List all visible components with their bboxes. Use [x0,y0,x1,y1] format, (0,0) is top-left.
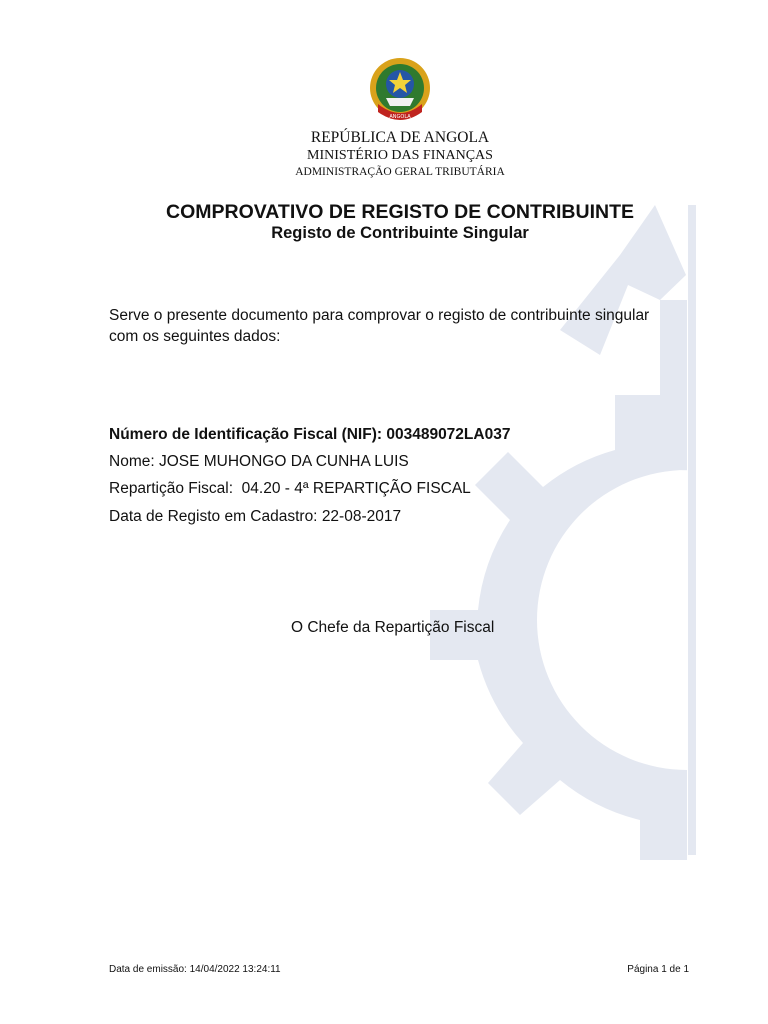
intro-line-1: Serve o presente documento para comprovar o registo de contribuinte singular [109,307,650,324]
office-label: Repartição Fiscal: [109,480,234,497]
issue-date-label: Data de emissão: [109,964,187,975]
name-value: JOSE MUHONGO DA CUNHA LUIS [158,453,409,470]
emblem-label: ANGOLA [389,114,411,120]
country-name: REPÚBLICA DE ANGOLA [310,129,490,146]
issue-date [109,964,281,975]
angola-emblem [364,56,436,128]
intro-paragraph [109,305,709,347]
issue-date-value: 14/04/2022 13:24:11 [189,964,281,975]
nif-row [109,426,510,444]
page-number: Página 1 de 1 [627,964,689,975]
nif-label: Número de Identificação Fiscal (NIF): [109,426,383,443]
signature-role: O Chefe da Repartição Fiscal [291,619,495,636]
registration-date-row [109,508,401,526]
ministry-name: MINISTÉRIO DAS FINANÇAS [307,148,493,163]
office-value: 04.20 - 4ª REPARTIÇÃO FISCAL [241,480,471,497]
nif-value: 003489072LA037 [386,426,511,443]
registration-date-value: 22-08-2017 [321,508,402,525]
intro-line-2: com os seguintes dados: [109,328,281,345]
watermark-gear [430,300,687,860]
name-row [109,453,409,471]
document-subtitle: Registo de Contribuinte Singular [271,224,529,242]
document-title: COMPROVATIVO DE REGISTO DE CONTRIBUINTE [165,201,635,223]
registration-date-label: Data de Registo em Cadastro: [109,508,318,525]
agency-name: ADMINISTRAÇÃO GERAL TRIBUTÁRIA [295,166,505,178]
name-label: Nome: [109,453,155,470]
office-row [109,480,471,498]
watermark-bar [688,205,696,855]
